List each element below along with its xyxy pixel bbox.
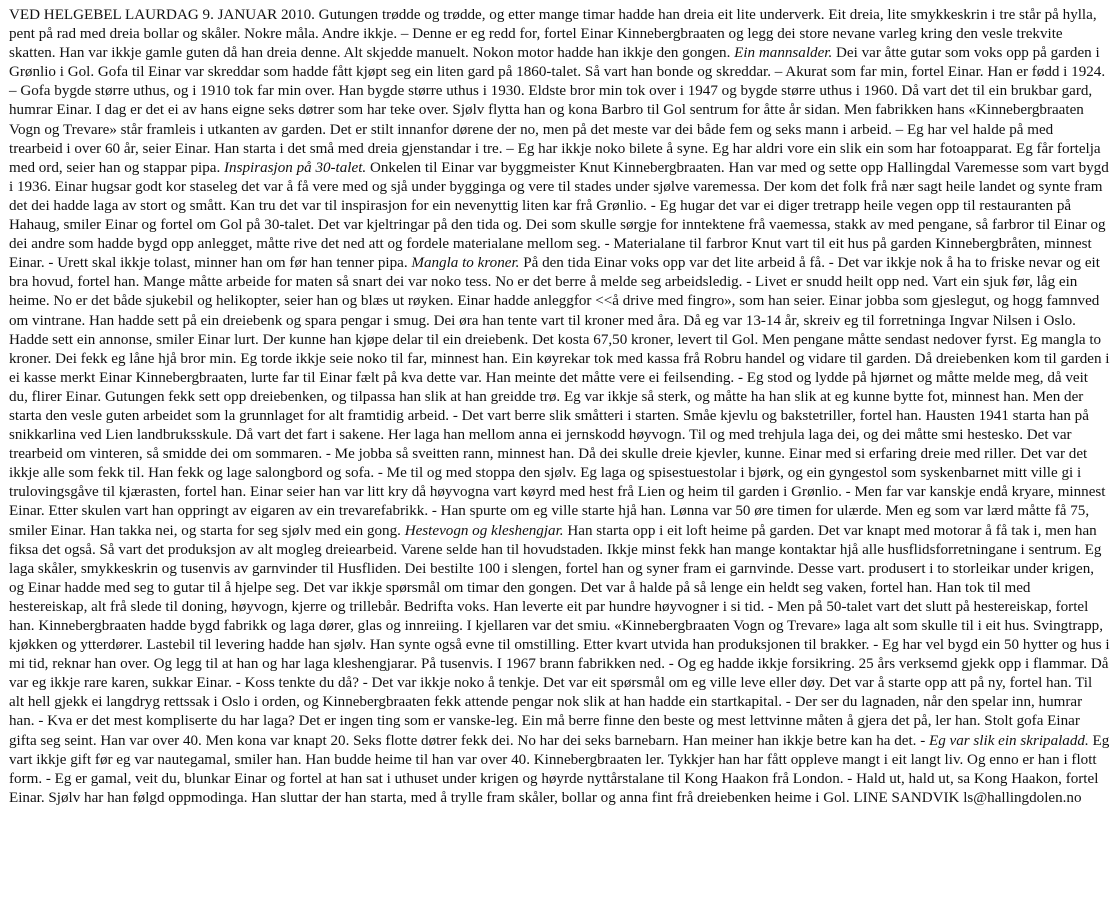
article-text-segment: VED HELGEBEL LAURDAG 9. JANUAR 2010. Gutungen trødde og trødde, og etter mange timar hadde han dreia eit lite underverk. Eit dreia, lite smykkeskrin i tre står på hylla, pent på rad med dreia bollar og skåler. Nokre måla. Andre ikkje. – Denne er eg redd for, fortel Einar Kinnebergbraaten og legg dei store nevane varleg kring den vesle trekvite skatten. Han var ikkje gamle guten då han dreia denne. Alt skjedde manuelt. Nokon motor hadde han ikkje den gongen. [9,7,1097,62]
article-subheading: Eg var slik ein skripaladd. [929,732,1089,749]
article-subheading: Ein mannsalder. [734,45,833,62]
article-text-segment: Han starta opp i eit loft heime på garden. Det var knapt med motorar å få tak i, men han fiksa det også. Så vart det produksjon av alt mogleg dreiearbeid. Varene selde han til hovudstaden. Ikkje minst fekk han mange kontaktar hjå alle husflidsforretningane i sentrum. Eg laga skåler, smykkeskrin og tusenvis av garnvinder til Husfliden. Dei bestilte 100 i slengen, fortel han og syner fram ei garnvinde. Desse vart. produsert i to storleikar under krigen, og Einar hadde med seg to gutar til å hjelpe seg. Det var ikkje spørsmål om timar den gongen. Det var å halde på så lenge ein heldt seg vaken, fortel han. Han tok til med hestereiskap, alt frå slede til doning, høyvogn, kjerre og trillebår. Bedrifta voks. Han leverte eit par hundre høyvogner i si tid. - Men på 50-talet vart det slutt på hestereiskap, fortel han. Kinnebergbraaten hadde bygd fabrikk og laga dører, glas og innreiing. I kjellaren var det smiu. «Kinnebergbraaten Vogn og Trevare» laga alt som skulle til i eit hus. Svingtrapp, kjøkken og ytterdører. Lastebil til levering hadde han sjølv. Han synte også evne til omstilling. Etter kvart utvida han produksjonen til brakker. - Eg har vel bygd ein 50 hytter og hus i mi tid, reknar han over. Og legg til at han og har laga kleshengjarar. På tusenvis. I 1967 brann fabrikken ned. - Og eg hadde ikkje forsikring. 25 års verksemd gjekk opp i flammar. Då var eg ikkje rare karen, sukkar Einar. - Koss tenkte du då? - Det var ikkje noko å tenkje. Det var eit spørsmål om eg ville leve eller døy. Det var å starte opp att på ny, fortel han. Til alt hell gjekk ei langdryg rettssak i Oslo i orden, og Kinnebergbraaten fekk attende pengar nok slik at han hadde ein startkapital. - Der ser du lagnaden, når den spelar inn, humrar han. - Kva er det mest kompliserte du har laga? Det er ingen ting som er vanske-leg. Ein må berre finne den beste og mest lettvinne måten å gjera det på, ler han. Stolt gofa Einar gifta seg seint. Han var over 40. Men kona var knapt 20. Seks flotte døtrer fekk dei. No har dei seks barnebarn. Han meiner han ikkje betre kan ha det. - [9,522,1110,749]
article-text-segment: Dei var åtte gutar som voks opp på garden i Grønlio i Gol. Gofa til Einar var skreddar som hadde fått kjøpt seg ein liten gard på 1860-talet. Så vart han bonde og skreddar. – Akurat som far min, fortel Einar. Han er fødd i 1924. – Gofa bygde større uthus, og i 1910 tok far min over. Han bygde større uthus i 1930. Eldste bror min tok over i 1947 og bygde større uthus i 1960. Då vart det til ein brukbar gard, humrar Einar. I dag er det ei av hans eigne seks døtrer som har teke over. Sjølv flytta han og kona Barbro til Gol sentrum for åtte år sidan. Men fabrikken hans «Kinnebergbraaten Vogn og Trevare» står framleis i utkanten av garden. Det er stilt innanfor dørene der no, men på det meste var dei både fem og seks mann i arbeid. – Eg har vel halde på med trearbeid i over 60 år, seier Einar. Han starta i det små med dreia gjenstandar i tre. – Eg har ikkje noko bilete å syne. Eg har aldri vore ein slik ein som har fotoapparat. Eg får fortelja med ord, seier han og stappar pipa. [9,45,1106,176]
article-subheading: Mangla to kroner. [411,255,520,272]
article-text-segment: Eg vart ikkje gift før eg var nautegamal, smiler han. Han budde heime til han var over 40. Kinnebergbraaten ler. Tykkjer han har fått oppleve mangt i eit langt liv. Og enno er han i flott form. - Eg er gamal, veit du, blunkar Einar og fortel at han sat i uthuset under krigen og høyrde nyttårstalane til Kong Haakon frå London. - Hald ut, hald ut, sa Kong Haakon, fortel Einar. Sjølv har han følgd oppmodinga. Han sluttar der han starta, med å trylle fram skåler, bollar og anna fint frå dreiebenken heime i Gol. LINE SANDVIK ls@hallingdolen.no [9,732,1110,806]
article-text-segment: På den tida Einar voks opp var det lite arbeid å få. - Det var ikkje nok å ha to friske nevar og eit bra hovud, fortel han. Mange måtte arbeide for maten så snart dei var noko tess. No er det berre å melde seg arbeidsledig. - Livet er snudd heilt opp ned. Vart ein sjuk før, låg ein heime. No er det både sjukebil og helikopter, seier han og blæs ut røyken. Einar hadde anleggfor <<å drive med fingro», som han seier. Einar jobba som gjeslegut, og hogg famnved om vintrane. Han hadde sett på ein dreiebenk og spara pengar i smug. Dei øra han tente vart til kroner med åra. Då eg var 13-14 år, skreiv eg til forretninga Ingvar Nilsen i Oslo. Hadde sett ein annonse, smiler Einar lurt. Der kunne han kjøpe delar til ein dreiebenk. Det kosta 67,50 kroner, levert til Gol. Men pengane måtte sendast nedover fyrst. Eg mangla to kroner. Dei fekk eg låne hjå bror min. Eg torde ikkje seie noko til far, minnest han. Ein køyrekar tok med kassa frå Robru handel og vidare til garden. Då dreiebenken kom til garden i ei kasse merkt Einar Kinnebergbraaten, lurte far til Einar fælt på kva dette var. Han meinte det måtte vere ei feilsending. - Eg stod og lydde på hjørnet og måtte melde meg, då veit du, flirer Einar. Gutungen fekk sett opp dreiebenken, og tilpassa han slik at han greidde trø. Eg var ikkje så sterk, og måtte ha han slik at eg kunne bytte fot, minnest han. Men der starta den vesle guten arbeidet som la grunnlaget for alt framtidig arbeid. - Det vart berre slik småtteri i starten. Småe kjevlu og bakstetriller, fortel han. Hausten 1941 starta han på snikkarlina ved Lien landbruksskule. Då vart det fart i sakene. Her laga han mellom anna ei jernskodd høyvogn. Til og med trehjula laga dei, og dei måtte smi hestesko. Det var trearbeid om vinteren, så smidde dei om sommaren. - Me jobba så sveitten rann, minnest han. Då dei skulle dreie kjevler, kunne. Einar med si erfaring dreie med riller. Det var det ikkje alle som fekk til. Han fekk og lage salongbord og sofa. - Me til og med stoppa den sjølv. Eg laga og spisestuestolar i bjørk, og ein gyngestol som syskenbarnet mitt ville gi i trulovingsgåve til kjærasten, fortel han. Einar seier han var litt kry då høyvogna vart køyrd med hest frå Lien og heim til garden i Grønlio. - Men far var kanskje endå kryare, minnest Einar. Etter skulen vart han oppringt av eigaren av ein trevarefabrikk. - Han spurte om eg ville starte hjå han. Lønna var 50 øre timen for ulærde. Men eg som var lærd måtte få 75, smiler Einar. Han takka nei, og starta for seg sjølv med ein gong. [9,255,1110,539]
article-subheading: Hestevogn og kleshengjar. [404,522,564,539]
article-subheading: Inspirasjon på 30-talet. [224,159,367,176]
article-text-segment: Onkelen til Einar var byggmeister Knut Kinnebergbraaten. Han var med og sette opp Hallingdal Varemesse som vart bygd i 1936. Einar hugsar godt kor staseleg det var å få vere med og sjå under bygginga og vere til stades under sjølve varemessa. Der kom det folk frå nær sagt heile landet og synte fram det dei hadde laga av stort og smått. Kan tru det var til inspirasjon for ein nevenyttig liten kar frå Grønlio. - Eg hugar det var ei diger tretrapp heile vegen opp til restauranten på Hahaug, smiler Einar og fortel om Gol på 30-talet. Det var kjeltringar på den tida og. Dei som skulle sørgje for inntektene frå vaemessa, stakk av med pengane, så farbror til Einar og dei andre som hadde bygd opp anlegget, måtte rive det ned att og fordele materialane mellom seg. - Materialane til farbror Knut vart til eit hus på garden Kinnebergbråten, minnest Einar. - Urett skal ikkje tolast, minner han om før han tenner pipa. [9,159,1109,272]
